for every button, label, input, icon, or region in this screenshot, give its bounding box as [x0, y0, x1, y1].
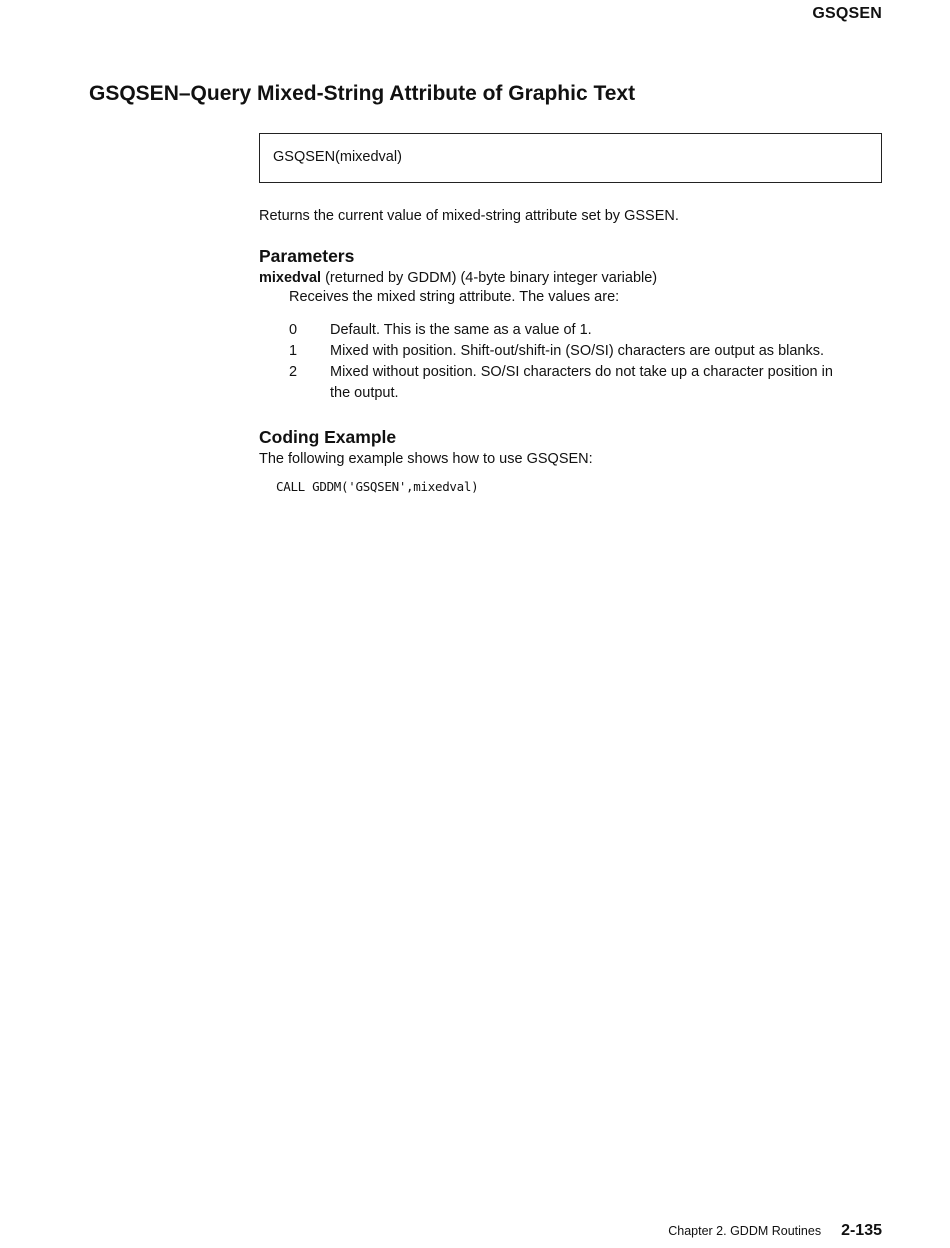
value-item — [289, 362, 882, 404]
value-number: 0 — [289, 322, 298, 338]
code-example: CALL GDDM('GSQSEN',mixedval) — [276, 479, 479, 494]
syntax-text: GSQSEN(mixedval) — [273, 149, 402, 165]
page-title: GSQSEN–Query Mixed-String Attribute of Graphic Text — [89, 82, 636, 105]
value-number: 1 — [289, 343, 298, 359]
value-text: Default. This is the same as a value of 1. — [330, 322, 592, 338]
value-item — [289, 320, 882, 341]
parameter-name: mixedval — [259, 270, 322, 286]
footer-chapter: Chapter 2. GDDM Routines — [668, 1224, 822, 1238]
parameter-description: Receives the mixed string attribute. The values are: — [289, 289, 620, 305]
value-item — [289, 341, 882, 362]
page-footer — [668, 1222, 882, 1240]
main-content — [259, 133, 882, 494]
parameter-qualifier: (returned by GDDM) (4-byte binary integer variable) — [321, 270, 658, 286]
coding-example-intro: The following example shows how to use GSQSEN: — [259, 451, 593, 467]
parameter-entry — [259, 270, 882, 286]
routine-description: Returns the current value of mixed-string attribute set by GSSEN. — [259, 208, 679, 224]
coding-example-heading: Coding Example — [259, 427, 397, 447]
value-text: Mixed with position. Shift-out/shift-in (SO/SI) characters are output as blanks. — [330, 343, 825, 359]
parameters-heading: Parameters — [259, 246, 355, 266]
value-text: Mixed without position. SO/SI characters do not take up a character position in the output. — [330, 364, 833, 401]
value-list — [289, 320, 882, 404]
page-number: 2-135 — [841, 1222, 882, 1239]
syntax-box — [259, 133, 882, 183]
running-head: GSQSEN — [812, 5, 882, 22]
value-number: 2 — [289, 364, 298, 380]
